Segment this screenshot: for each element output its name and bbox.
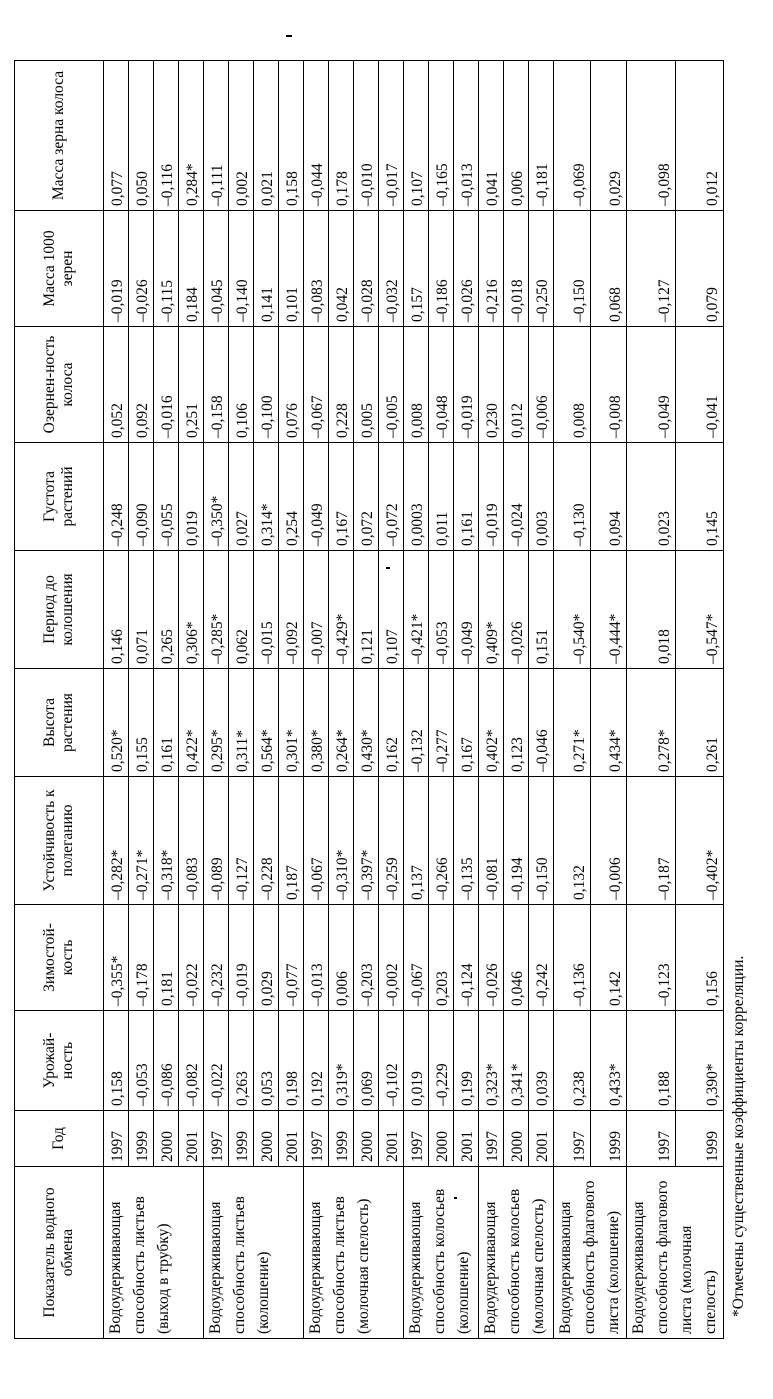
value-cell: 0,076 (279, 327, 304, 443)
year-cell: 2001 (454, 1111, 479, 1167)
value-cell: 0,145 (675, 443, 724, 551)
value-cell: 0,230 (479, 327, 504, 443)
value-cell: –0,049 (454, 551, 479, 669)
value-cell: 0,069 (354, 1011, 379, 1111)
value-cell: 0,029 (590, 61, 627, 211)
value-cell: –0,067 (304, 777, 329, 905)
value-cell: –0,072 (379, 443, 404, 551)
value-cell: –0,008 (590, 327, 627, 443)
header-row (15, 61, 104, 1339)
value-cell: 0,155 (129, 669, 154, 777)
value-cell: –0,024 (504, 443, 529, 551)
value-cell: –0,242 (529, 905, 554, 1011)
value-cell: 0,132 (554, 777, 591, 905)
year-cell: 1999 (229, 1111, 254, 1167)
value-cell: –0,282* (104, 777, 129, 905)
value-cell: –0,018 (504, 211, 529, 327)
value-cell: 0,008 (404, 327, 429, 443)
value-cell: 0,306* (179, 551, 204, 669)
value-cell: 0,167 (329, 443, 354, 551)
value-cell: –0,055 (154, 443, 179, 551)
table-row (504, 61, 529, 1339)
value-cell: 0,072 (354, 443, 379, 551)
value-cell: 0,002 (229, 61, 254, 211)
value-cell: 0,314* (254, 443, 279, 551)
table-row (590, 61, 627, 1339)
value-cell: –0,540* (554, 551, 591, 669)
value-cell: 0,422* (179, 669, 204, 777)
header-col: Масса зерна колоса (15, 61, 104, 211)
table-row (454, 61, 479, 1339)
table-row (479, 61, 504, 1339)
value-cell: 0,041 (479, 61, 504, 211)
value-cell: –0,229 (429, 1011, 454, 1111)
value-cell: –0,266 (429, 777, 454, 905)
value-cell: –0,150 (554, 211, 591, 327)
value-cell: –0,013 (454, 61, 479, 211)
value-cell: –0,049 (304, 443, 329, 551)
year-cell: 1997 (479, 1111, 504, 1167)
value-cell: –0,006 (529, 327, 554, 443)
indicator-cell: Водоудерживающая способность листьев (молочная спелость) (304, 1167, 404, 1339)
value-cell: –0,026 (504, 551, 529, 669)
value-cell: 0,261 (675, 669, 724, 777)
table-row (279, 61, 304, 1339)
value-cell: 0,023 (627, 443, 676, 551)
value-cell: 0,011 (429, 443, 454, 551)
value-cell: –0,019 (454, 327, 479, 443)
table-row (104, 61, 129, 1339)
value-cell: –0,086 (154, 1011, 179, 1111)
value-cell: –0,028 (354, 211, 379, 327)
value-cell: 0,107 (404, 61, 429, 211)
value-cell: –0,127 (229, 777, 254, 905)
header-col: Урожай-ность (15, 1011, 104, 1111)
value-cell: –0,310* (329, 777, 354, 905)
value-cell: –0,026 (454, 211, 479, 327)
value-cell: 0,301* (279, 669, 304, 777)
value-cell: 0,157 (404, 211, 429, 327)
year-cell: 1997 (204, 1111, 229, 1167)
value-cell: 0,192 (304, 1011, 329, 1111)
header-col: Устойчивость к полеганию (15, 777, 104, 905)
value-cell: –0,259 (379, 777, 404, 905)
year-cell: 2001 (279, 1111, 304, 1167)
value-cell: –0,007 (304, 551, 329, 669)
value-cell: 0,142 (590, 905, 627, 1011)
value-cell: –0,053 (429, 551, 454, 669)
value-cell: 0,008 (554, 327, 591, 443)
value-cell: 0,402* (479, 669, 504, 777)
value-cell: –0,022 (204, 1011, 229, 1111)
value-cell: –0,402* (675, 777, 724, 905)
value-cell: 0,264* (329, 669, 354, 777)
value-cell: 0,184 (179, 211, 204, 327)
value-cell: 0,311* (229, 669, 254, 777)
scan-mark (454, 1197, 457, 1199)
value-cell: –0,547* (675, 551, 724, 669)
value-cell: –0,032 (379, 211, 404, 327)
value-cell: –0,019 (104, 211, 129, 327)
value-cell: 0,390* (675, 1011, 724, 1111)
value-cell: –0,045 (204, 211, 229, 327)
value-cell: 0,158 (279, 61, 304, 211)
value-cell: –0,049 (627, 327, 676, 443)
year-cell: 1997 (404, 1111, 429, 1167)
value-cell: 0,295* (204, 669, 229, 777)
value-cell: 0,161 (454, 443, 479, 551)
value-cell: –0,318* (154, 777, 179, 905)
value-cell: –0,127 (627, 211, 676, 327)
value-cell: 0,188 (627, 1011, 676, 1111)
value-cell: 0,046 (504, 905, 529, 1011)
value-cell: 0,263 (229, 1011, 254, 1111)
value-cell: –0,053 (129, 1011, 154, 1111)
value-cell: 0,0003 (404, 443, 429, 551)
value-cell: –0,102 (379, 1011, 404, 1111)
year-cell: 1999 (329, 1111, 354, 1167)
table-row (329, 61, 354, 1339)
table-row (129, 61, 154, 1339)
value-cell: 0,181 (154, 905, 179, 1011)
year-cell: 2001 (529, 1111, 554, 1167)
table-row (554, 61, 591, 1339)
year-cell: 1999 (675, 1111, 724, 1167)
value-cell: –0,444* (590, 551, 627, 669)
indicator-cell: Водоудерживающая способность колосьев (молочная спелость) (479, 1167, 554, 1339)
value-cell: –0,041 (675, 327, 724, 443)
year-cell: 1997 (554, 1111, 591, 1167)
value-cell: 0,284* (179, 61, 204, 211)
value-cell: –0,092 (279, 551, 304, 669)
value-cell: 0,042 (329, 211, 354, 327)
header-col: Период до колошения (15, 551, 104, 669)
value-cell: –0,017 (379, 61, 404, 211)
value-cell: 0,178 (329, 61, 354, 211)
value-cell: 0,433* (590, 1011, 627, 1111)
value-cell: 0,409* (479, 551, 504, 669)
year-cell: 1999 (590, 1111, 627, 1167)
footnote: *Отмечены существенные коэффициенты корреляции. (730, 955, 747, 1317)
value-cell: 0,052 (104, 327, 129, 443)
table-row (204, 61, 229, 1339)
year-cell: 1997 (304, 1111, 329, 1167)
value-cell: 0,021 (254, 61, 279, 211)
table-row (429, 61, 454, 1339)
value-cell: 0,029 (254, 905, 279, 1011)
value-cell: 0,199 (454, 1011, 479, 1111)
value-cell: –0,046 (529, 669, 554, 777)
value-cell: –0,158 (204, 327, 229, 443)
value-cell: 0,027 (229, 443, 254, 551)
value-cell: 0,012 (504, 327, 529, 443)
table-row (529, 61, 554, 1339)
value-cell: 0,123 (504, 669, 529, 777)
value-cell: –0,124 (454, 905, 479, 1011)
value-cell: –0,083 (304, 211, 329, 327)
indicator-cell: Водоудерживающая способность колосьев (колошение) (404, 1167, 479, 1339)
value-cell: –0,026 (479, 905, 504, 1011)
table-row (379, 61, 404, 1339)
value-cell: 0,019 (404, 1011, 429, 1111)
value-cell: –0,140 (229, 211, 254, 327)
value-cell: –0,165 (429, 61, 454, 211)
value-cell: 0,071 (129, 551, 154, 669)
value-cell: 0,271* (554, 669, 591, 777)
value-cell: 0,012 (675, 61, 724, 211)
value-cell: 0,323* (479, 1011, 504, 1111)
value-cell: –0,069 (554, 61, 591, 211)
value-cell: –0,010 (354, 61, 379, 211)
table-row (229, 61, 254, 1339)
value-cell: –0,250 (529, 211, 554, 327)
correlation-table (14, 60, 724, 1339)
value-cell: –0,136 (554, 905, 591, 1011)
value-cell: 0,278* (627, 669, 676, 777)
value-cell: 0,121 (354, 551, 379, 669)
value-cell: –0,044 (304, 61, 329, 211)
value-cell: 0,158 (104, 1011, 129, 1111)
value-cell: –0,013 (304, 905, 329, 1011)
table-row (154, 61, 179, 1339)
value-cell: –0,132 (404, 669, 429, 777)
year-cell: 2000 (254, 1111, 279, 1167)
value-cell: 0,019 (179, 443, 204, 551)
value-cell: 0,050 (129, 61, 154, 211)
value-cell: –0,130 (554, 443, 591, 551)
value-cell: 0,092 (129, 327, 154, 443)
value-cell: –0,277 (429, 669, 454, 777)
value-cell: 0,434* (590, 669, 627, 777)
value-cell: –0,067 (304, 327, 329, 443)
value-cell: –0,421* (404, 551, 429, 669)
value-cell: –0,100 (254, 327, 279, 443)
table-row (254, 61, 279, 1339)
value-cell: 0,077 (104, 61, 129, 211)
value-cell: –0,005 (379, 327, 404, 443)
value-cell: 0,520* (104, 669, 129, 777)
value-cell: 0,156 (675, 905, 724, 1011)
value-cell: –0,232 (204, 905, 229, 1011)
value-cell: 0,251 (179, 327, 204, 443)
value-cell: –0,019 (479, 443, 504, 551)
table-row (304, 61, 329, 1339)
year-cell: 2001 (179, 1111, 204, 1167)
indicator-cell: Водоудерживающая способность листьев (выход в трубку) (104, 1167, 204, 1339)
value-cell: 0,228 (329, 327, 354, 443)
table-row (404, 61, 429, 1339)
year-cell: 2000 (429, 1111, 454, 1167)
value-cell: 0,254 (279, 443, 304, 551)
value-cell: 0,564* (254, 669, 279, 777)
value-cell: 0,039 (529, 1011, 554, 1111)
value-cell: 0,198 (279, 1011, 304, 1111)
value-cell: 0,265 (154, 551, 179, 669)
indicator-cell: Водоудерживающая способность флагового листа (колошение) (554, 1167, 627, 1339)
value-cell: –0,228 (254, 777, 279, 905)
value-cell: 0,146 (104, 551, 129, 669)
value-cell: –0,116 (154, 61, 179, 211)
value-cell: –0,271* (129, 777, 154, 905)
year-cell: 1999 (129, 1111, 154, 1167)
value-cell: –0,123 (627, 905, 676, 1011)
indicator-cell: Водоудерживающая способность листьев (колошение) (204, 1167, 304, 1339)
value-cell: 0,430* (354, 669, 379, 777)
header-indicator: Показатель водного обмена (15, 1167, 104, 1339)
value-cell: 0,101 (279, 211, 304, 327)
value-cell: –0,067 (404, 905, 429, 1011)
header-col: Высота растения (15, 669, 104, 777)
value-cell: –0,429* (329, 551, 354, 669)
header-col: Зимостой-кость (15, 905, 104, 1011)
value-cell: 0,107 (379, 551, 404, 669)
table-row (179, 61, 204, 1339)
value-cell: 0,187 (279, 777, 304, 905)
scan-mark (386, 567, 390, 569)
year-cell: 1997 (627, 1111, 676, 1167)
value-cell: 0,062 (229, 551, 254, 669)
value-cell: 0,006 (329, 905, 354, 1011)
value-cell: 0,106 (229, 327, 254, 443)
value-cell: 0,005 (354, 327, 379, 443)
value-cell: –0,083 (179, 777, 204, 905)
value-cell: –0,098 (627, 61, 676, 211)
value-cell: 0,341* (504, 1011, 529, 1111)
value-cell: 0,137 (404, 777, 429, 905)
value-cell: –0,186 (429, 211, 454, 327)
value-cell: 0,162 (379, 669, 404, 777)
value-cell: –0,077 (279, 905, 304, 1011)
value-cell: –0,248 (104, 443, 129, 551)
value-cell: 0,053 (254, 1011, 279, 1111)
year-cell: 2001 (379, 1111, 404, 1167)
table-row (354, 61, 379, 1339)
value-cell: 0,094 (590, 443, 627, 551)
value-cell: 0,380* (304, 669, 329, 777)
value-cell: 0,068 (590, 211, 627, 327)
value-cell: –0,019 (229, 905, 254, 1011)
value-cell: 0,006 (504, 61, 529, 211)
value-cell: 0,167 (454, 669, 479, 777)
value-cell: –0,181 (529, 61, 554, 211)
value-cell: 0,203 (429, 905, 454, 1011)
value-cell: –0,203 (354, 905, 379, 1011)
header-col: Масса 1000 зерен (15, 211, 104, 327)
value-cell: –0,355* (104, 905, 129, 1011)
value-cell: –0,135 (454, 777, 479, 905)
value-cell: –0,016 (154, 327, 179, 443)
value-cell: –0,216 (479, 211, 504, 327)
indicator-cell: Водоудерживающая способность флагового листа (молочная спелость) (627, 1167, 724, 1339)
value-cell: –0,006 (590, 777, 627, 905)
value-cell: 0,003 (529, 443, 554, 551)
value-cell: 0,079 (675, 211, 724, 327)
value-cell: –0,002 (379, 905, 404, 1011)
header-col: Озернен-ность колоса (15, 327, 104, 443)
value-cell: 0,161 (154, 669, 179, 777)
value-cell: –0,026 (129, 211, 154, 327)
value-cell: –0,048 (429, 327, 454, 443)
header-year: Год (15, 1111, 104, 1167)
value-cell: –0,150 (529, 777, 554, 905)
value-cell: –0,350* (204, 443, 229, 551)
value-cell: –0,285* (204, 551, 229, 669)
year-cell: 1997 (104, 1111, 129, 1167)
year-cell: 2000 (154, 1111, 179, 1167)
scan-mark (286, 35, 292, 37)
value-cell: 0,141 (254, 211, 279, 327)
value-cell: –0,089 (204, 777, 229, 905)
value-cell: –0,022 (179, 905, 204, 1011)
value-cell: 0,238 (554, 1011, 591, 1111)
value-cell: 0,018 (627, 551, 676, 669)
value-cell: 0,319* (329, 1011, 354, 1111)
value-cell: –0,397* (354, 777, 379, 905)
value-cell: –0,115 (154, 211, 179, 327)
value-cell: –0,082 (179, 1011, 204, 1111)
value-cell: –0,187 (627, 777, 676, 905)
year-cell: 2000 (504, 1111, 529, 1167)
value-cell: –0,178 (129, 905, 154, 1011)
value-cell: –0,090 (129, 443, 154, 551)
value-cell: –0,111 (204, 61, 229, 211)
value-cell: –0,194 (504, 777, 529, 905)
value-cell: 0,151 (529, 551, 554, 669)
table-row (675, 61, 724, 1339)
table-row (627, 61, 676, 1339)
value-cell: –0,081 (479, 777, 504, 905)
value-cell: –0,015 (254, 551, 279, 669)
year-cell: 2000 (354, 1111, 379, 1167)
header-col: Густота растений (15, 443, 104, 551)
